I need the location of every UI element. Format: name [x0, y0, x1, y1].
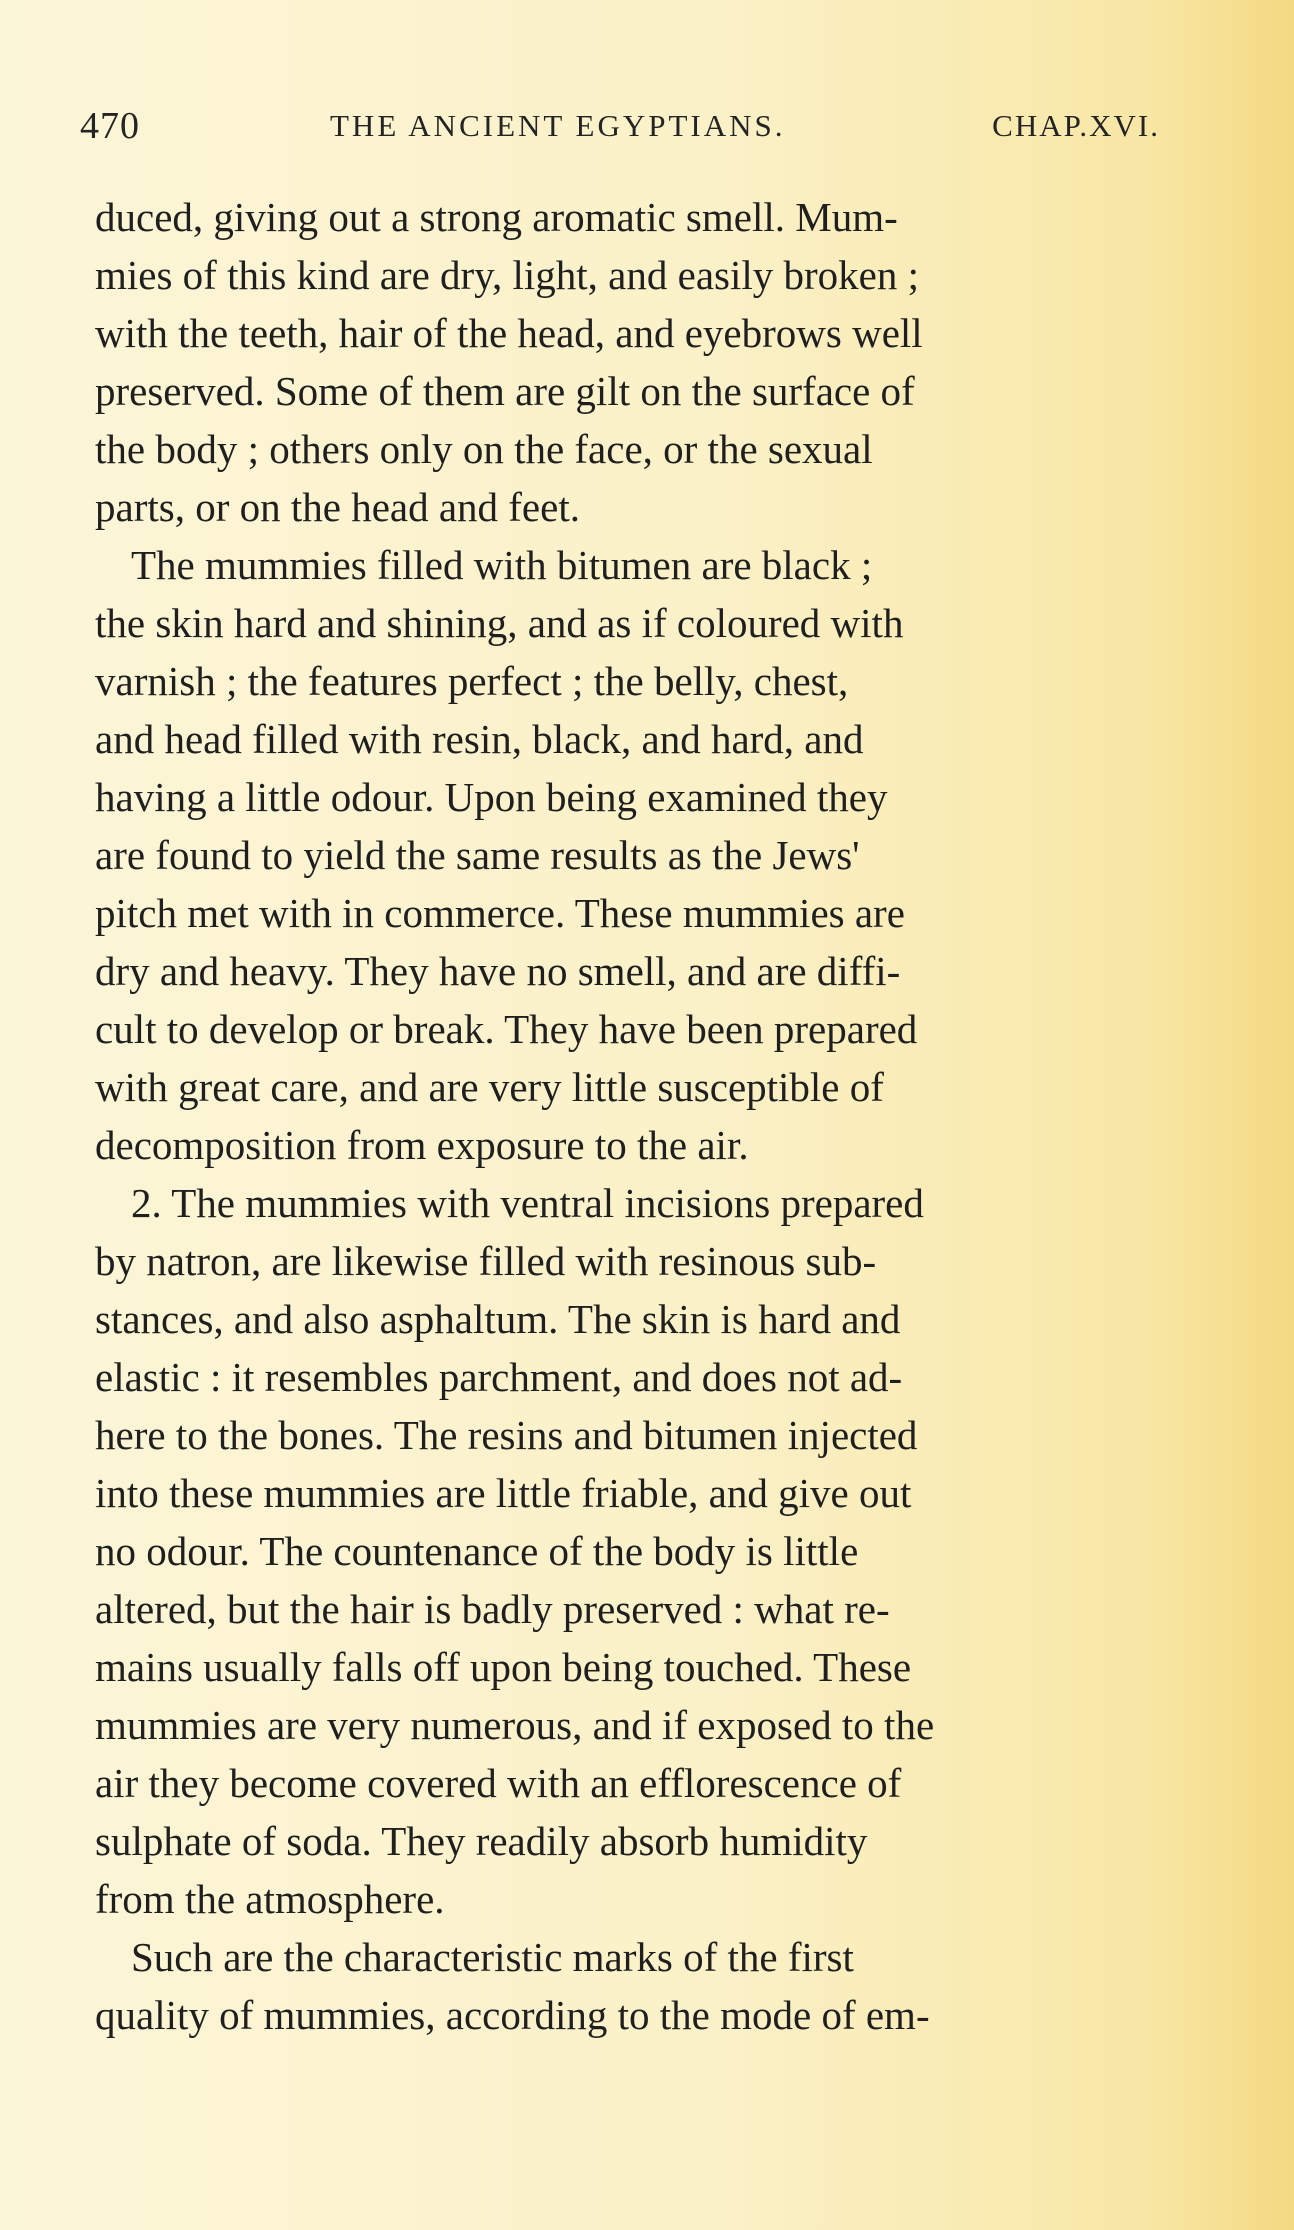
text-line: are found to yield the same results as the Jews' [95, 832, 860, 878]
text-line: the body ; others only on the face, or the sexual [95, 426, 873, 472]
text-line: stances, and also asphaltum. The skin is hard and [95, 1296, 901, 1342]
paragraph-start-line: Such are the characteristic marks of the first [131, 1934, 854, 1980]
text-line: with great care, and are very little susceptible of [95, 1064, 884, 1110]
text-line: decomposition from exposure to the air. [95, 1122, 749, 1168]
running-head [80, 104, 1160, 152]
text-line: altered, but the hair is badly preserved : what re- [95, 1586, 890, 1632]
body-text [95, 188, 1167, 2044]
text-line: here to the bones. The resins and bitumen injected [95, 1412, 918, 1458]
text-line: air they become covered with an efflorescence of [95, 1760, 902, 1806]
text-line: mains usually falls off upon being touched. These [95, 1644, 912, 1690]
text-line: varnish ; the features perfect ; the belly, chest, [95, 658, 849, 704]
text-line: the skin hard and shining, and as if coloured with [95, 600, 904, 646]
text-line: parts, or on the head and feet. [95, 484, 580, 530]
text-line: no odour. The countenance of the body is little [95, 1528, 859, 1574]
text-line: from the atmosphere. [95, 1876, 445, 1922]
text-line: having a little odour. Upon being examined they [95, 774, 888, 820]
text-line: preserved. Some of them are gilt on the surface of [95, 368, 915, 414]
chapter-label: CHAP.XVI. [992, 108, 1160, 143]
text-line: and head filled with resin, black, and hard, and [95, 716, 864, 762]
text-line: pitch met with in commerce. These mummies are [95, 890, 905, 936]
text-line: sulphate of soda. They readily absorb humidity [95, 1818, 868, 1864]
text-line: cult to develop or break. They have been prepared [95, 1006, 918, 1052]
text-line: into these mummies are little friable, and give out [95, 1470, 912, 1516]
text-line: duced, giving out a strong aromatic smell. Mum- [95, 194, 898, 240]
page-number: 470 [80, 105, 140, 147]
text-line: dry and heavy. They have no smell, and are diffi- [95, 948, 901, 994]
text-line: elastic : it resembles parchment, and does not ad- [95, 1354, 903, 1400]
text-line: mummies are very numerous, and if exposed to the [95, 1702, 935, 1748]
paragraph-start-line: The mummies filled with bitumen are black ; [131, 542, 873, 588]
text-line: mies of this kind are dry, light, and easily broken ; [95, 252, 920, 298]
book-title: THE ANCIENT EGYPTIANS. [330, 108, 786, 143]
paragraph-start-line: 2. The mummies with ventral incisions prepared [131, 1180, 924, 1226]
text-line: by natron, are likewise filled with resinous sub- [95, 1238, 877, 1284]
text-line: with the teeth, hair of the head, and eyebrows well [95, 310, 923, 356]
text-line: quality of mummies, according to the mode of em- [95, 1992, 930, 2038]
